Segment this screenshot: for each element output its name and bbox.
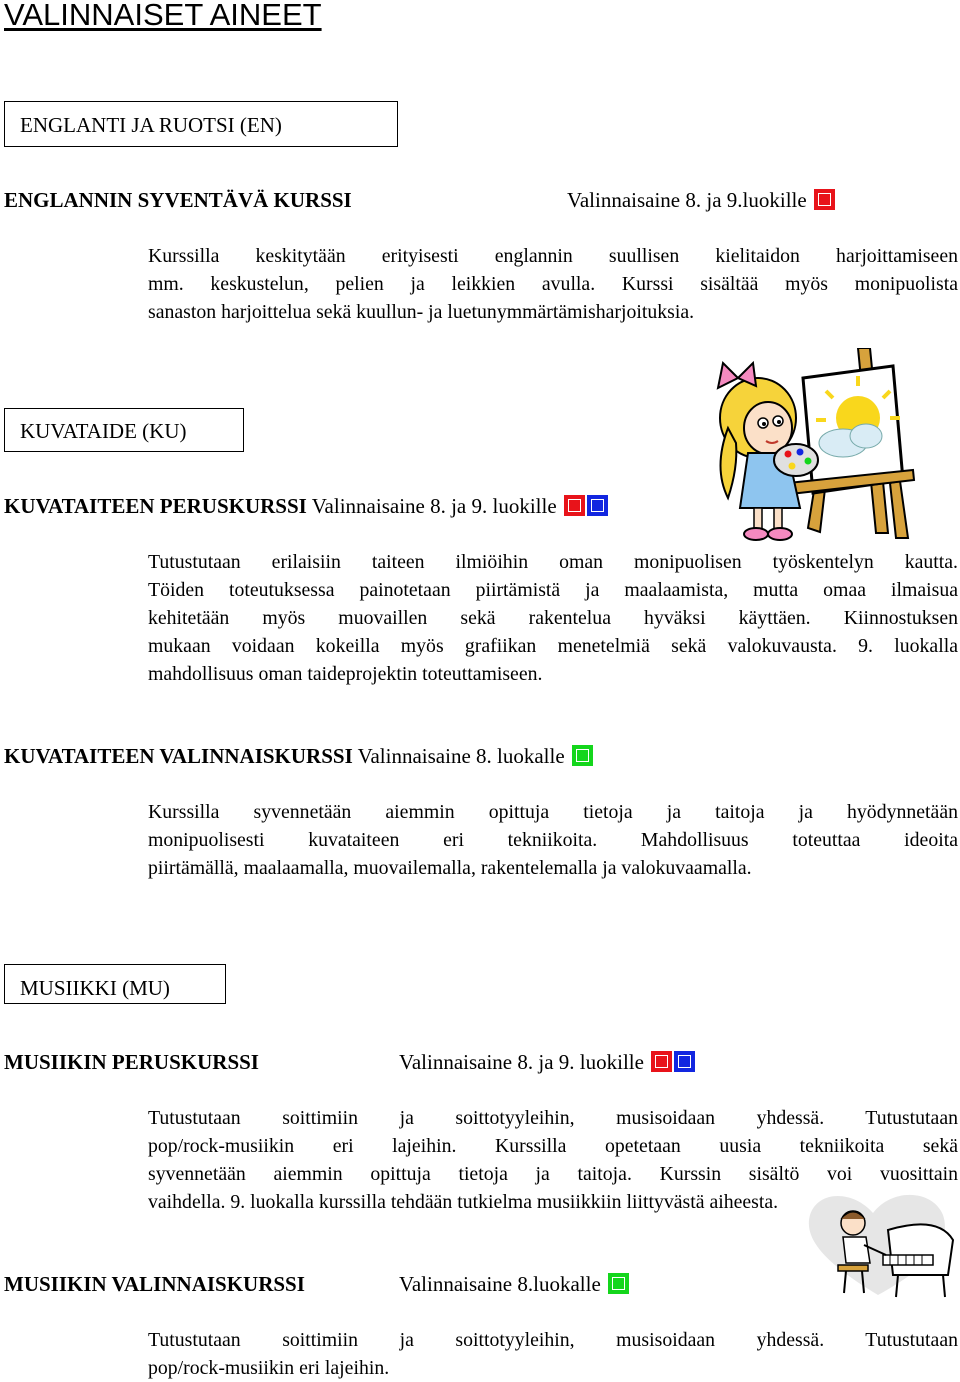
text-line: vaihdella. 9. luokalla kurssilla tehdään tutkielma musiikkiin liittyvästä aiheesta. bbox=[148, 1191, 779, 1213]
text-line: piirtämällä, maalaamalla, muovailemalla, rakentelemalla ja valokuvaamalla. bbox=[148, 857, 752, 879]
text-line: Tutustutaan soittimiin ja soittotyyleihin, musisoidaan yhdessä. Tutustutaan bbox=[148, 1329, 958, 1351]
course-meta-text: Valinnaisaine 8.luokalle bbox=[399, 1272, 601, 1296]
text-line: sanaston harjoittelua sekä kuullun- ja luetunymmärtämisharjoituksia. bbox=[148, 301, 695, 323]
text-line: syvennetään aiemmin opittuja tietoja ja taitoja. Kurssin sisältö voi vuosittain bbox=[148, 1163, 958, 1185]
course-description-art-elective bbox=[148, 798, 958, 882]
course-meta-text: Valinnaisaine 8. ja 9. luokille bbox=[311, 494, 557, 518]
text-line: Töiden toteutuksessa painotetaan piirtämistä ja maalaamista, mutta omaa ilmaisua bbox=[148, 579, 958, 601]
course-meta-music-elective bbox=[399, 1272, 629, 1296]
text-line: Tutustutaan soittimiin ja soittotyyleihin, musisoidaan yhdessä. Tutustutaan bbox=[148, 1107, 958, 1129]
course-title-english bbox=[4, 188, 352, 212]
text-line: monipuolisesti kuvataiteen eri tekniikoita. Mahdollisuus toteuttaa ideoita bbox=[148, 829, 958, 851]
grade-icons bbox=[572, 745, 593, 766]
grade-icons bbox=[608, 1273, 629, 1294]
text-line: Kurssilla keskitytään erityisesti englannin suullisen kielitaidon harjoittamiseen bbox=[148, 245, 958, 267]
girl-painting-easel-illustration bbox=[708, 348, 918, 548]
course-description-music-basic bbox=[148, 1104, 958, 1216]
course-meta-text: Valinnaisaine 8. luokalle bbox=[357, 744, 565, 768]
course-name: KUVATAITEEN VALINNAISKURSSI bbox=[4, 744, 353, 768]
section-box-music: MUSIIKKI (MU) bbox=[4, 964, 226, 1004]
text-line: mahdollisuus oman taideprojektin toteuttamiseen. bbox=[148, 663, 543, 685]
course-meta-text: Valinnaisaine 8. ja 9.luokille bbox=[567, 188, 807, 212]
course-name: KUVATAITEEN PERUSKURSSI bbox=[4, 494, 307, 518]
elective8-icon bbox=[572, 745, 593, 766]
grade9-icon bbox=[674, 1051, 695, 1072]
grade8-icon bbox=[564, 495, 585, 516]
text-line: pop/rock-musiikin eri lajeihin. Kurssilla opetetaan uusia tekniikoita sekä bbox=[148, 1135, 958, 1157]
course-name: ENGLANNIN SYVENTÄVÄ KURSSI bbox=[4, 188, 352, 212]
course-description-art-basic bbox=[148, 548, 958, 688]
grade-icons bbox=[651, 1051, 695, 1072]
course-meta-text: Valinnaisaine 8. ja 9. luokille bbox=[399, 1050, 644, 1074]
course-meta-music-basic bbox=[399, 1050, 695, 1074]
course-meta-english bbox=[567, 188, 835, 212]
text-line: mm. keskustelun, pelien ja leikkien avulla. Kurssi sisältää myös monipuolista bbox=[148, 273, 958, 295]
course-title-music-basic bbox=[4, 1050, 259, 1074]
grade8-icon bbox=[814, 189, 835, 210]
text-line: Tutustutaan erilaisiin taiteen ilmiöihin oman monipuolisen työskentelyn kautta. bbox=[148, 551, 958, 573]
grade-icons bbox=[814, 189, 835, 210]
text-line: mukaan voidaan kokeilla myös grafiikan menetelmiä sekä valokuvausta. 9. luokalla bbox=[148, 635, 958, 657]
grade9-icon bbox=[587, 495, 608, 516]
text-line: kehitetään myös muovaillen sekä rakentelua hyväksi käyttäen. Kiinnostuksen bbox=[148, 607, 958, 629]
course-description-music-elective bbox=[148, 1326, 958, 1382]
course-description-english bbox=[148, 242, 958, 326]
elective8-icon bbox=[608, 1273, 629, 1294]
course-title-art-elective bbox=[4, 744, 593, 768]
grade-icons bbox=[564, 495, 608, 516]
page-title: VALINNAISET AINEET bbox=[4, 0, 322, 32]
course-name: MUSIIKIN PERUSKURSSI bbox=[4, 1050, 259, 1074]
section-box-art: KUVATAIDE (KU) bbox=[4, 408, 244, 452]
course-title-music-elective bbox=[4, 1272, 305, 1296]
course-title-art-basic bbox=[4, 494, 608, 518]
text-line: Kurssilla syvennetään aiemmin opittuja tietoja ja taitoja ja hyödynnetään bbox=[148, 801, 958, 823]
text-line: pop/rock-musiikin eri lajeihin. bbox=[148, 1357, 390, 1379]
section-box-english: ENGLANTI JA RUOTSI (EN) bbox=[4, 101, 398, 147]
grade8-icon bbox=[651, 1051, 672, 1072]
course-name: MUSIIKIN VALINNAISKURSSI bbox=[4, 1272, 305, 1296]
